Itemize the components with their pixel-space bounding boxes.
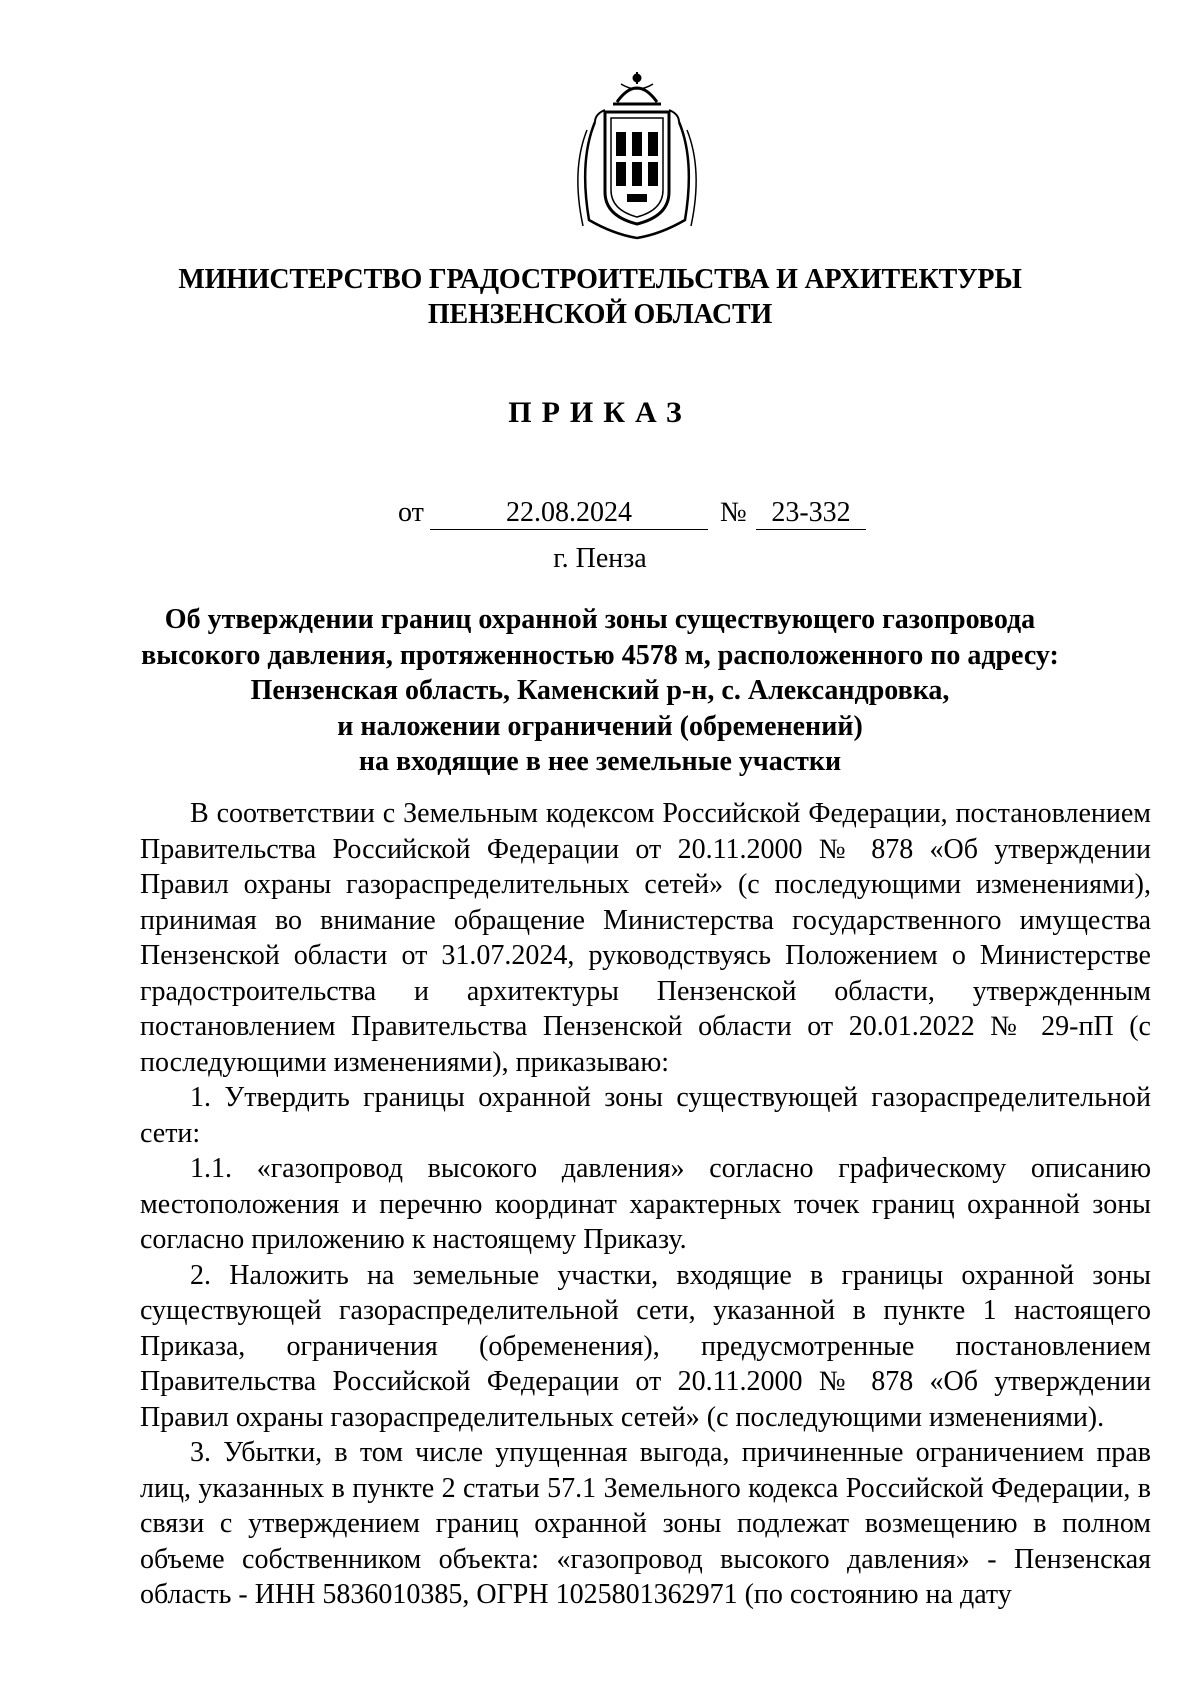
order-body (140, 796, 1151, 1613)
subject-line5: на входящие в нее земельные участки (358, 746, 842, 777)
subject-line4: и наложении ограничений (обременений) (337, 710, 863, 742)
order-dateline (0, 497, 1200, 537)
subject-line3: Пензенская область, Каменский р-н, с. Александровка, (250, 675, 950, 706)
coat-of-arms-emblem (565, 70, 709, 242)
order-date: 22.08.2024 (430, 497, 708, 530)
subject-line1: Об утверждении границ охранной зоны существующего газопровода (164, 604, 1036, 635)
order-number: 23-332 (756, 497, 866, 530)
subject-line2: высокого давления, протяженностью 4578 м, расположенного по адресу: (141, 639, 1059, 671)
ministry-name (0, 262, 1200, 332)
ministry-name-line1: МИНИСТЕРСТВО ГРАДОСТРОИТЕЛЬСТВА И АРХИТЕКТУРЫ (178, 264, 1022, 295)
number-label: № (720, 497, 747, 528)
order-title: ПРИКАЗ (508, 396, 692, 429)
body-paragraph-preamble: В соответствии с Земельным кодексом Российской Федерации, постановлением Правительства Российской Федерации от 20.11.2000 № 878 «Об утверждении Правил охраны газораспределительных сетей» (с последующими изменениями), принимая во внимание обращение Министерства государственного имущества Пензенской области от 31.07.2024, руководствуясь Положением о Министерстве градостроительства и архитектуры Пензенской области, утвержденным постановлением Правительства Пензенской области от 20.01.2022 № 29-пП (с последующими изменениями), приказываю: (140, 798, 1151, 1078)
city: г. Пенза (553, 543, 647, 574)
body-paragraph-item-1-1: 1.1. «газопровод высокого давления» согласно графическому описанию местоположения и перечню координат характерных точек границ охранной зоны согласно приложению к настоящему Приказу. (140, 1153, 1151, 1255)
order-subject (140, 602, 1060, 780)
ministry-name-line2: ПЕНЗЕНСКОЙ ОБЛАСТИ (427, 299, 773, 330)
body-paragraph-item-1: 1. Утвердить границы охранной зоны существующей газораспределительной сети: (140, 1082, 1151, 1149)
body-paragraph-item-2: 2. Наложить на земельные участки, входящие в границы охранной зоны существующей газораспределительной сети, указанной в пункте 1 настоящего Приказа, ограничения (обременения), предусмотренные постановлением Правительства Российской Федерации от 20.11.2000 № 878 «Об утверждении Правил охраны газораспределительных сетей» (с последующими изменениями). (140, 1259, 1151, 1433)
body-paragraph-item-3: 3. Убытки, в том числе упущенная выгода, причиненные ограничением прав лиц, указанных в пункте 2 статьи 57.1 Земельного кодекса Российской Федерации, в связи с утверждением границ охранной зоны подлежат возмещению в полном объеме собственником объекта: «газопровод высокого давления» - Пензенская область - ИНН 5836010385, ОГРН 1025801362971 (по состоянию на дату (140, 1437, 1151, 1610)
date-label: от (398, 497, 424, 528)
